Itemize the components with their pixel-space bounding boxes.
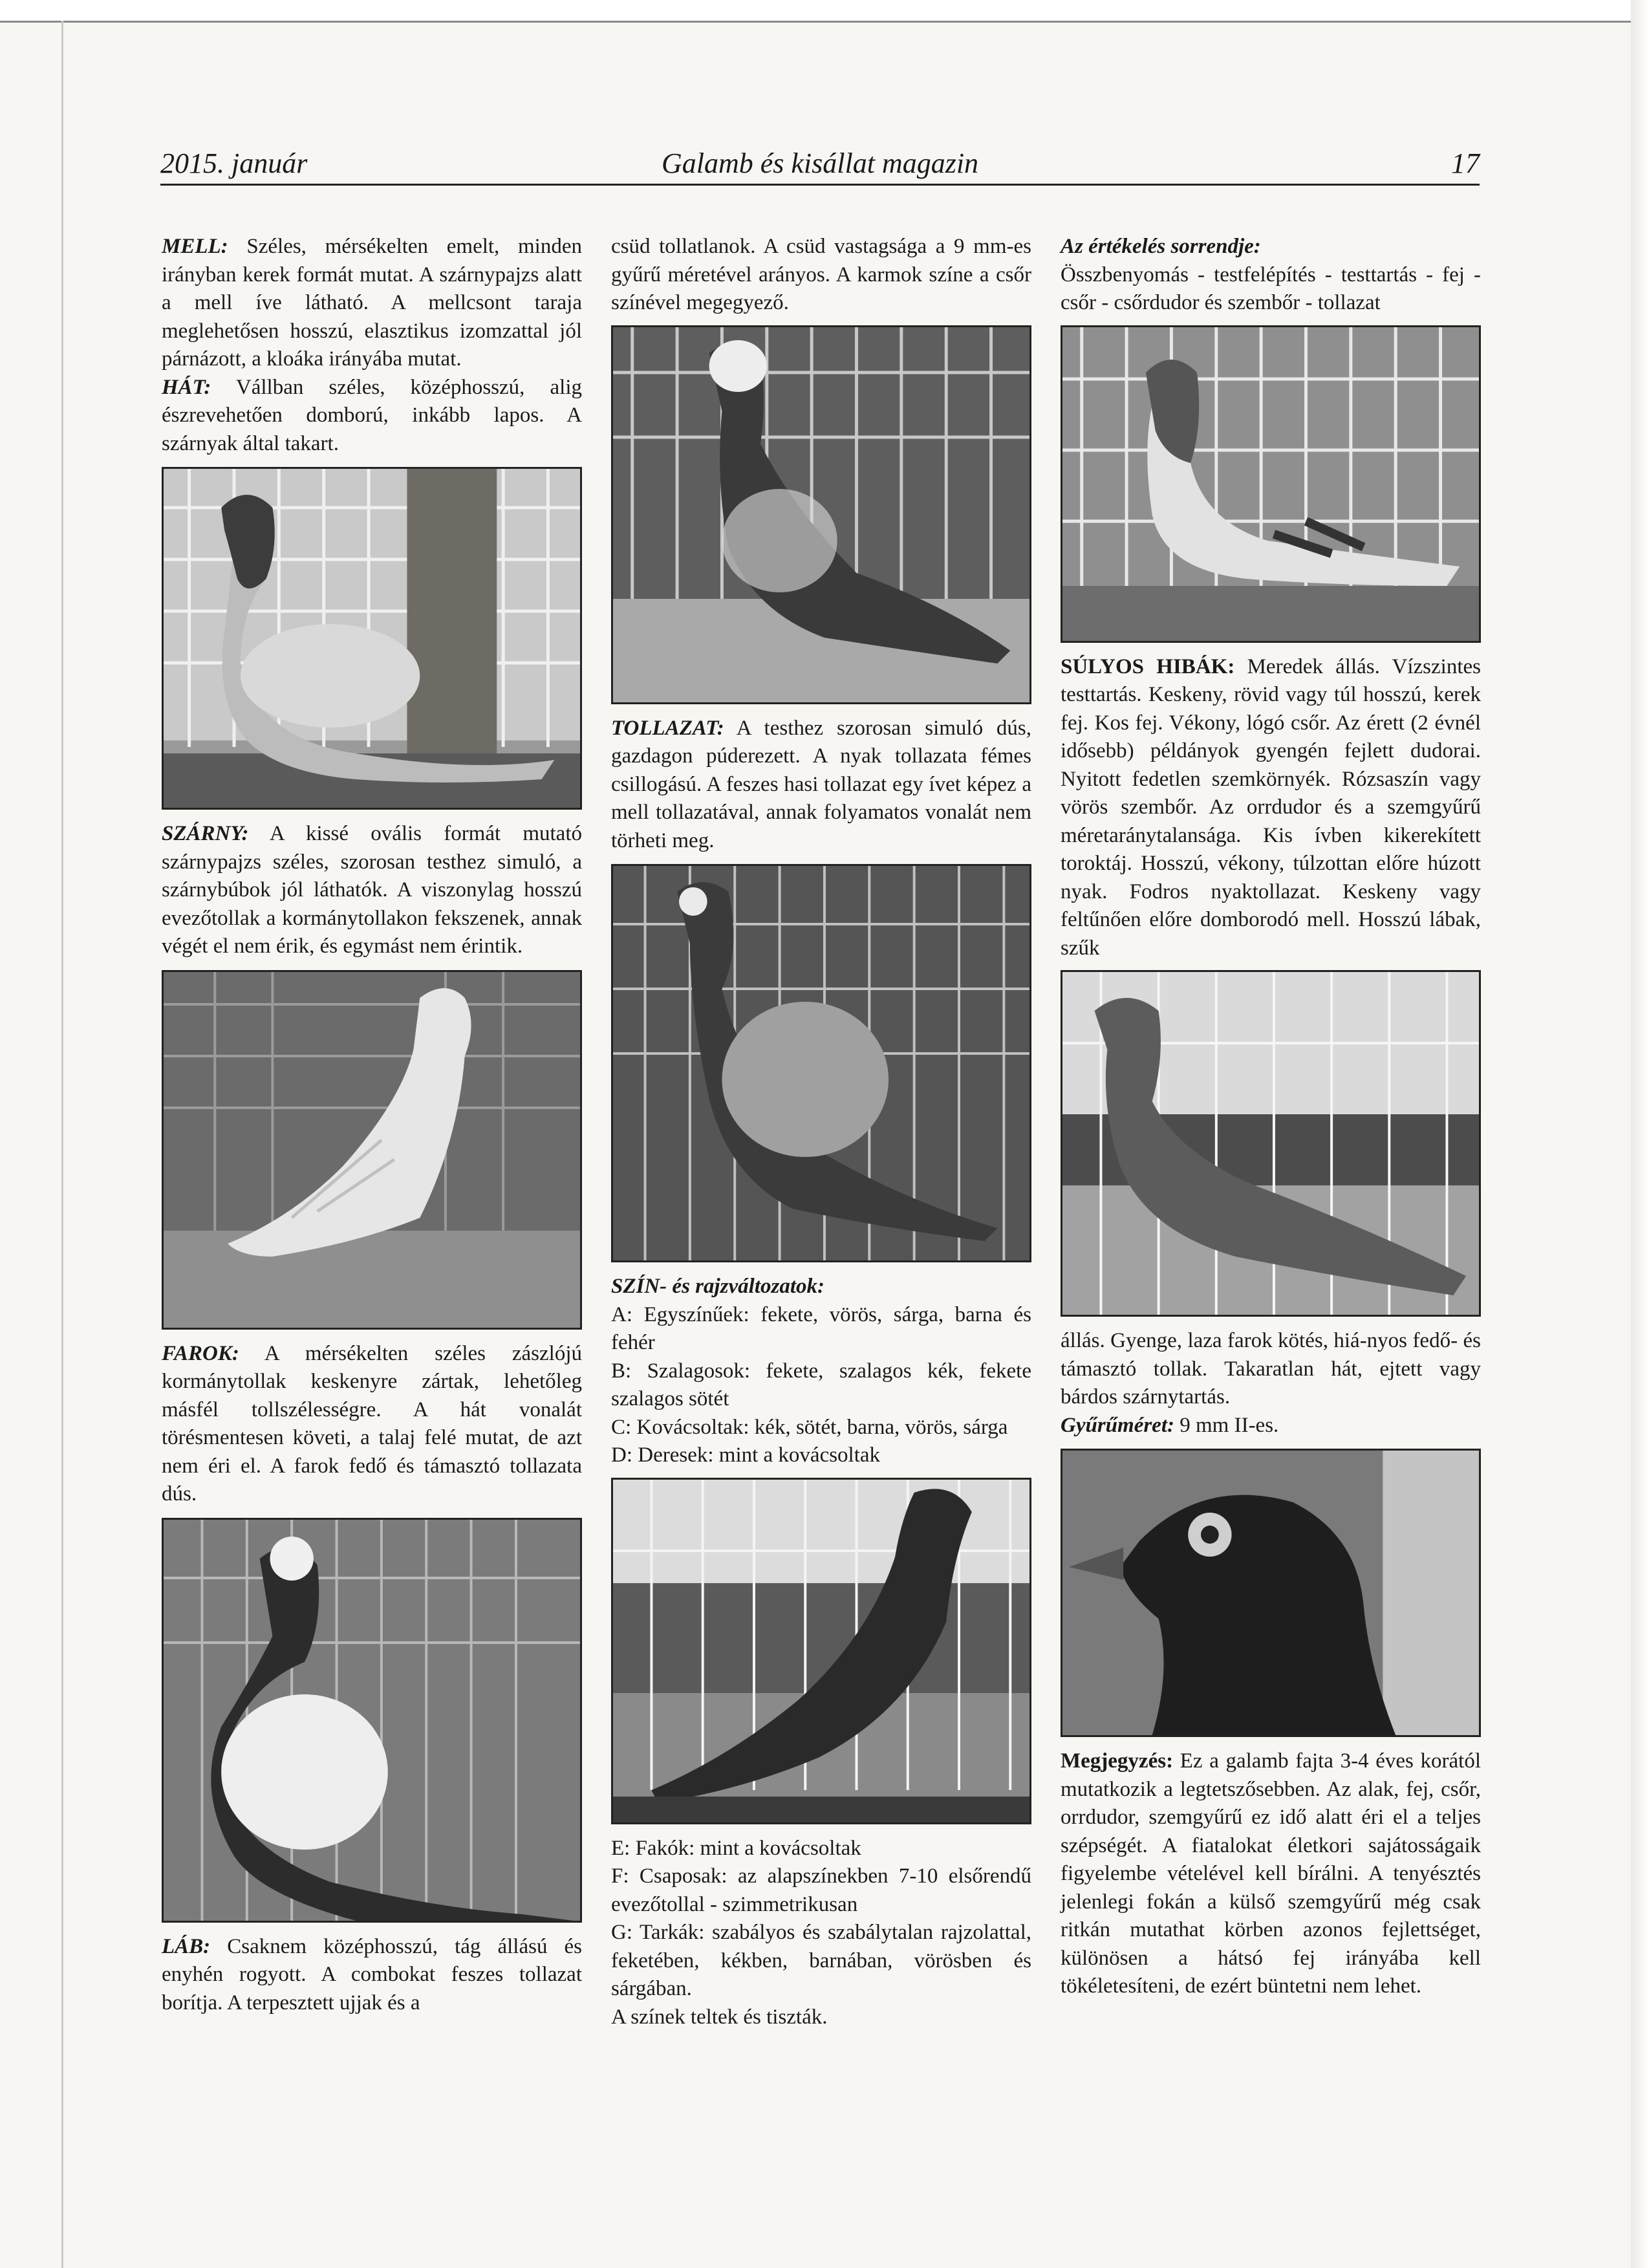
binding-edge (61, 21, 63, 2268)
text-mell: Széles, mérsékelten emelt, minden irányban kerek formát mutat. A szárnypajzs alatt a mell íve látható. A mellcsont taraja meglehetősen hosszú, elasztikus izomzattal jól párnázott, a kloáka irányába mutat. (162, 235, 582, 371)
section-hat (162, 374, 582, 459)
section-mell (162, 233, 582, 374)
section-lab (162, 1933, 582, 2018)
photo-pigeon-head-closeup (1061, 1449, 1481, 1737)
heading-farok: FAROK: (162, 1341, 239, 1365)
photo-pigeon-white (162, 970, 582, 1330)
color-variant-c: C: Kovácsoltak: kék, sötét, barna, vörös, sárga (611, 1415, 1008, 1439)
text-farok: A mérsékelten széles zászlójú kormánytollak keskenyre zártak, lehetőleg másfél tollszélességre. A hát vonalát törésmentesen követi, a talaj felé mutat, de azt nem éri el. A farok fedő és támasztó tollazata dús. (162, 1341, 582, 1506)
section-csud: csüd tollatlanok. A csüd vastagsága a 9 mm-es gyűrű méretével arányos. A karmok színe a csőr színével megegyező. (611, 235, 1031, 314)
heading-mell: MELL: (162, 235, 228, 258)
section-gyuru (1061, 1412, 1481, 1440)
text-sorrend: Összbenyomás - testfelépítés - testtartás - fej - csőr - csőrdudor és szembőr - tollazat (1061, 263, 1481, 314)
heading-szin: SZÍN- és rajzváltozatok: (611, 1275, 824, 1298)
running-header (160, 144, 1480, 186)
page-number: 17 (1451, 147, 1480, 179)
color-variant-e: E: Fakók: mint a kovácsoltak (611, 1836, 861, 1860)
text-szarny: A kissé ovális formát mutató szárnypajzs széles, szorosan testhez simuló, a szárnybúbok jól láthatók. A viszonylag hosszú evezőtollak a kormánytollakon fekszenek, annak végét el nem érik, és egymást nem érintik. (162, 822, 582, 958)
text-lab: Csaknem középhosszú, tág állású és enyhén rogyott. A combokat feszes tollazat borítja. A terpesztett ujjak és a (162, 1934, 582, 2014)
issue-date: 2015. január (160, 147, 308, 179)
color-variant-b: B: Szalagosok: fekete, szalagos kék, fekete szalagos sötét (611, 1359, 1031, 1410)
color-variant-g: G: Tarkák: szabályos és szabálytalan rajzolattal, feketében, kékben, barnában, vörösben és sárgában. (611, 1921, 1031, 2000)
scan-edge-right (1631, 0, 1649, 2268)
column-2 (611, 233, 1031, 2031)
text-gyuru: 9 mm II-es. (1174, 1413, 1279, 1437)
text-tollazat: A testhez szorosan simuló dús, gazdagon púderezett. A nyak tollazata fémes csillogású. A feszes hasi tollazat egy ívet képez a mell tollazatával, annak folyamatos vonalát nem törheti meg. (611, 716, 1031, 852)
scan-edge-top (0, 0, 1649, 23)
color-variant-a: A: Egyszínűek: fekete, vörös, sárga, barna és fehér (611, 1302, 1031, 1354)
photo-pigeon-magpie (162, 1518, 582, 1923)
photo-pigeon-blue-spotted (162, 467, 582, 810)
photo-pigeon-dark-outdoor (1061, 970, 1481, 1317)
magazine-title: Galamb és kisállat magazin (661, 147, 979, 179)
heading-tollazat: TOLLAZAT: (611, 716, 724, 740)
column-3 (1061, 233, 1481, 2001)
photo-pigeon-blue-bar (1061, 325, 1481, 643)
heading-lab: LÁB: (162, 1934, 211, 1958)
section-farok (162, 1340, 582, 1509)
section-sorrend-heading (1061, 233, 1481, 261)
color-variant-d: D: Deresek: mint a kovácsoltak (611, 1443, 881, 1467)
heading-hat: HÁT: (162, 375, 211, 399)
text-hibak-cont: állás. Gyenge, laza farok kötés, hiá-nyos fedő- és támasztó tollak. Takaratlan hát, ejtett vagy bárdos szárnytartás. (1061, 1329, 1481, 1409)
section-szarny (162, 820, 582, 961)
section-hibak (1061, 653, 1481, 963)
heading-sorrend: Az értékelés sorrendje: (1061, 235, 1261, 258)
heading-gyuru: Gyűrűméret: (1061, 1413, 1174, 1437)
photo-pigeon-white-head (611, 325, 1031, 704)
photo-pigeon-checkered (611, 864, 1031, 1262)
heading-hibak: SÚLYOS HIBÁK: (1061, 654, 1235, 678)
section-megjegyzes (1061, 1747, 1481, 2001)
section-tollazat (611, 715, 1031, 856)
text-hibak: Meredek állás. Vízszintes testtartás. Keskeny, rövid vagy túl hosszú, kerek fej. Kos fej. Vékony, lógó csőr. Az érett (2 évnél idősebb) példányok gyengén fejlett dudorai. Nyitott fedetlen szemkörnyék. Rózsaszín vagy vörös szembőr. Az orrdudor és a szemgyűrű méretaránytalansága. Kis ívben kikerekített toroktáj. Hosszú, vékony, túlzottan előre húzott nyak. Fodros nyaktollazat. Keskeny vagy feltűnően előre domborodó mell. Hosszú lábak, szűk (1061, 654, 1481, 960)
text-hat: Vállban széles, középhosszú, alig észrevehetően domború, inkább lapos. A szárnyak által takart. (162, 375, 582, 455)
heading-szarny: SZÁRNY: (162, 822, 249, 845)
heading-megjegyzes: Megjegyzés: (1061, 1749, 1174, 1773)
color-note: A színek teltek és tiszták. (611, 2005, 828, 2029)
photo-pigeon-dark (611, 1478, 1031, 1824)
column-1 (162, 233, 582, 2026)
text-megjegyzes: Ez a galamb fajta 3-4 éves korától mutatkozik a legtetszősebben. Az alak, fej, csőr, orrdudor, szemgyűrű ez idő alatt éri el a teljes szépségét. A fiatalokat életkori sajátosságaik figyelembe vételével kell bírálni. A tenyésztés jelenlegi fokán a külső szemgyűrű még csak ritkán mutathat körben azonos fejlettséget, különösen a hátsó fej irányába kell tökéletesíteni, de ezért büntetni nem lehet. (1061, 1749, 1481, 1998)
color-variant-f: F: Csaposak: az alapszínekben 7-10 elsőrendű evezőtollal - szimmetrikusan (611, 1864, 1031, 1916)
section-szin (611, 1273, 1031, 1301)
